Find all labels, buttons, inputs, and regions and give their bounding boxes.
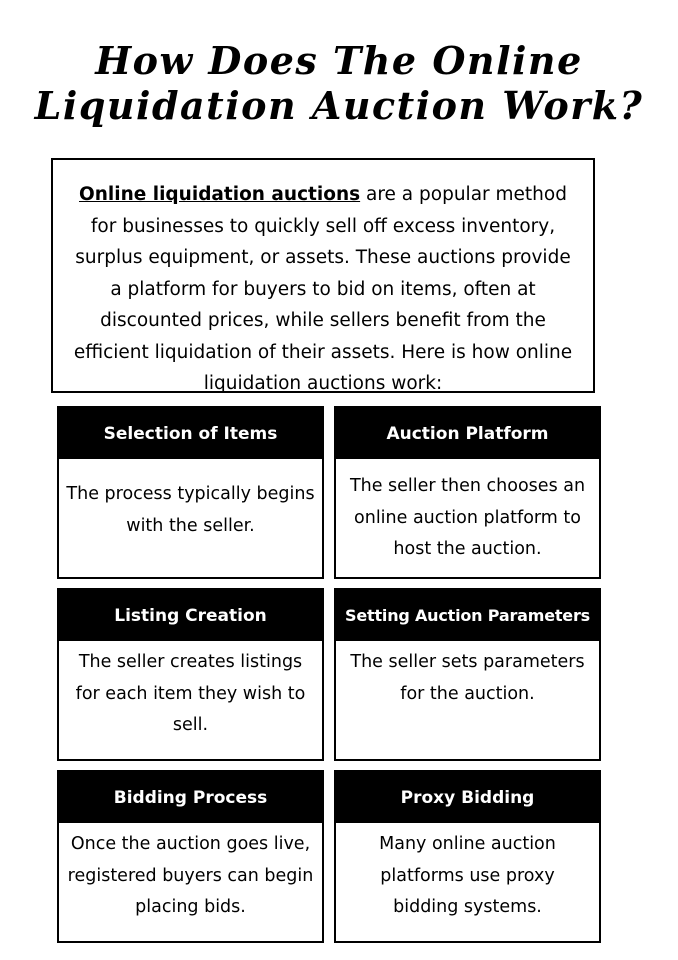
- step-card-setting-auction-parameters: [334, 588, 601, 761]
- step-heading: Proxy Bidding: [336, 772, 599, 823]
- step-heading: Listing Creation: [59, 590, 322, 641]
- intro-text: are a popular method for businesses to quickly sell off excess inventory, surplus equipment, or assets. These auctions provide a platform for buyers to bid on items, often at discounted prices, while sellers benefit from the efficient liquidation of their assets. Here is how online liquidation auctions work:: [73, 184, 573, 394]
- intro-lead: Online liquidation auctions: [79, 184, 361, 205]
- step-card-proxy-bidding: [334, 770, 601, 943]
- intro-box: [51, 158, 595, 393]
- step-card-auction-platform: [334, 406, 601, 579]
- step-heading: Selection of Items: [59, 408, 322, 459]
- step-text: The seller creates listings for each item they wish to sell.: [75, 652, 306, 735]
- step-text: The seller then chooses an online auction platform to host the auction.: [349, 476, 586, 559]
- step-card-listing-creation: [57, 588, 324, 761]
- step-text: Once the auction goes live, registered buyers can begin placing bids.: [67, 834, 314, 917]
- step-card-selection-of-items: [57, 406, 324, 579]
- step-text: The seller sets parameters for the auction.: [350, 652, 585, 704]
- step-heading: Bidding Process: [59, 772, 322, 823]
- step-heading: Auction Platform: [336, 408, 599, 459]
- step-text: Many online auction platforms use proxy bidding systems.: [379, 834, 556, 917]
- page-title-line-2: Liquidation Auction Work?: [34, 83, 644, 128]
- step-card-bidding-process: [57, 770, 324, 943]
- step-heading: Setting Auction Parameters: [336, 590, 599, 641]
- page-title: [0, 38, 678, 128]
- page-title-line-1: How Does The Online: [95, 38, 583, 83]
- step-text: The process typically begins with the seller.: [66, 484, 315, 536]
